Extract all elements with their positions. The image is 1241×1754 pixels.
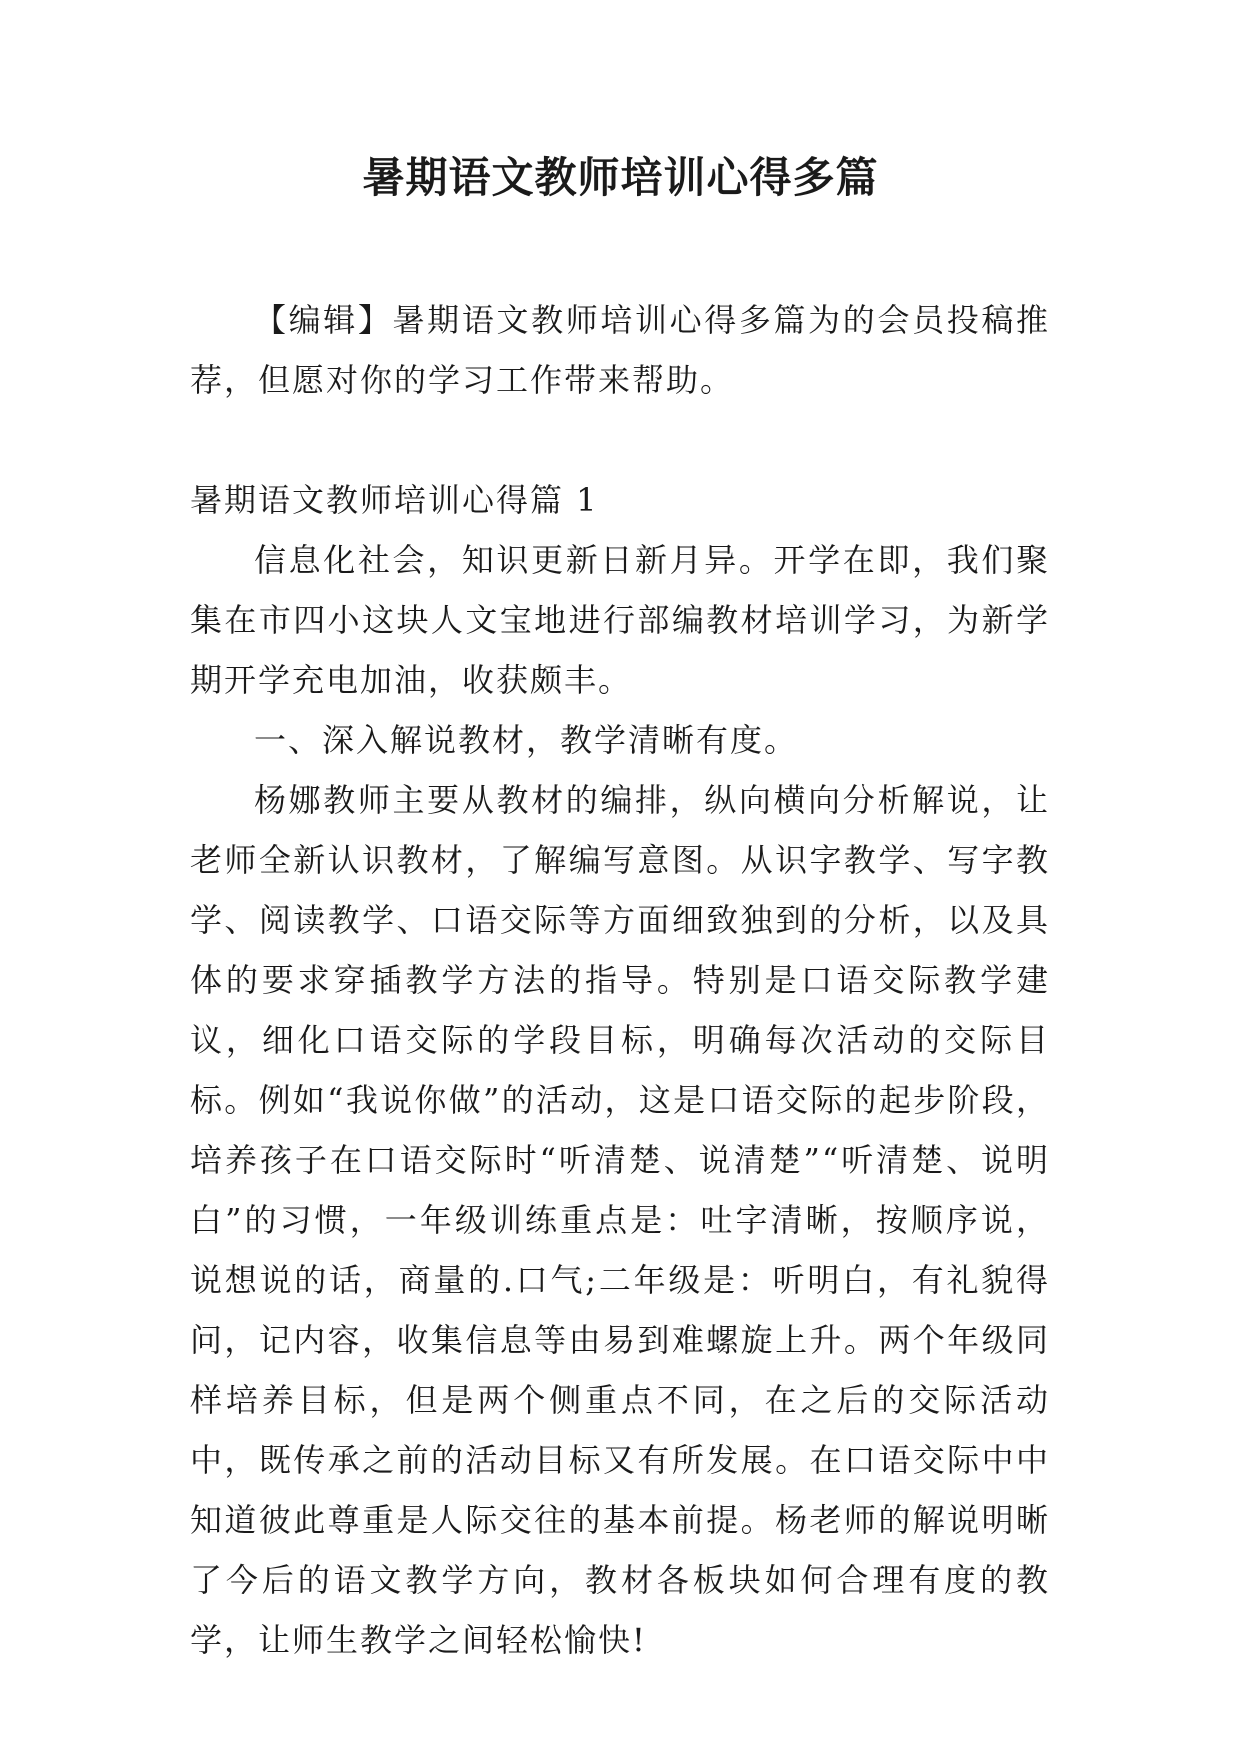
- intro-paragraph: 【编辑】暑期语文教师培训心得多篇为的会员投稿推荐，但愿对你的学习工作带来帮助。: [190, 301, 1050, 399]
- body-paragraph: 信息化社会，知识更新日新月异。开学在即，我们聚集在市四小这块人文宝地进行部编教材培训学习，为新学期开学充电加油，收获颇丰。: [190, 541, 1050, 699]
- body-paragraph: 一、深入解说教材，教学清晰有度。: [254, 721, 799, 759]
- document-body: [190, 290, 1050, 1670]
- body-paragraph: 杨娜教师主要从教材的编排，纵向横向分析解说，让老师全新认识教材，了解编写意图。从识字教学、写字教学、阅读教学、口语交际等方面细致独到的分析，以及具体的要求穿插教学方法的指导。特别是口语交际教学建议，细化口语交际的学段目标，明确每次活动的交际目标。例如“我说你做”的活动，这是口语交际的起步阶段，培养孩子在口语交际时“听清楚、说清楚”“听清楚、说明白”的习惯，一年级训练重点是：吐字清晰，按顺序说，说想说的话，商量的.口气;二年级是：听明白，有礼貌得问，记内容，收集信息等由易到难螺旋上升。两个年级同样培养目标，但是两个侧重点不同，在之后的交际活动中，既传承之前的活动目标又有所发展。在口语交际中中知道彼此尊重是人际交往的基本前提。杨老师的解说明晰了今后的语文教学方向，教材各板块如何合理有度的教学，让师生教学之间轻松愉快!: [190, 781, 1050, 1659]
- section-heading: 暑期语文教师培训心得篇 1: [190, 481, 599, 519]
- document-title: 暑期语文教师培训心得多篇: [362, 153, 879, 202]
